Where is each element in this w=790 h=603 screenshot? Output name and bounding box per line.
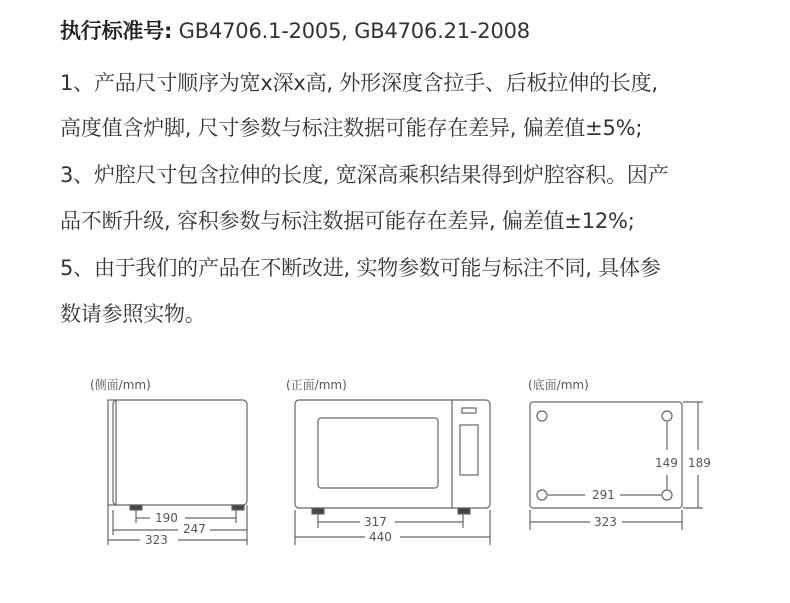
standard-value: GB4706.1-2005, GB4706.21-2008 [172,19,530,43]
note-line-1: 1、产品尺寸顺序为宽x深x高, 外形深度含拉手、后板拉伸的长度, [60,71,658,95]
bottom-dim-323: 323 [594,515,617,529]
bottom-foot-tl [537,411,547,421]
front-foot-left [312,508,324,514]
front-controls [460,425,478,475]
side-view-title: (侧面/mm) [90,378,151,392]
note-line-4: 品不断升级, 容积参数与标注数据可能存在差异, 偏差值±12%; [60,209,635,233]
front-foot-right [458,508,470,514]
side-dim-323: 323 [145,533,168,547]
bottom-dim-189: 189 [688,456,711,470]
side-door [108,400,116,505]
bottom-foot-tr [662,411,672,421]
note-line-6: 数请参照实物。 [60,302,206,326]
note-line-5: 5、由于我们的产品在不断改进, 实物参数可能与标注不同, 具体参 [60,256,661,280]
front-display [462,408,476,413]
bottom-foot-br [662,490,672,500]
side-foot-right [232,505,244,510]
front-window [318,418,438,488]
front-dim-317: 317 [364,515,387,529]
side-foot-left [130,505,142,510]
front-dim-440: 440 [369,530,392,544]
side-body [113,400,247,505]
side-dim-190: 190 [155,511,178,525]
bottom-view-title: (底面/mm) [528,378,589,392]
bottom-foot-bl [537,490,547,500]
front-view-title: (正面/mm) [286,378,347,392]
bottom-dim-291: 291 [592,488,615,502]
front-view-drawing [295,400,490,545]
bottom-dim-149: 149 [655,456,678,470]
standard-label: 执行标准号: [60,19,173,43]
side-dim-247: 247 [183,522,206,536]
note-line-3: 3、炉腔尺寸包含拉伸的长度, 宽深高乘积结果得到炉腔容积。因产 [60,163,669,187]
note-line-2: 高度值含炉脚, 尺寸参数与标注数据可能存在差异, 偏差值±5%; [60,116,643,140]
front-body [295,400,490,508]
